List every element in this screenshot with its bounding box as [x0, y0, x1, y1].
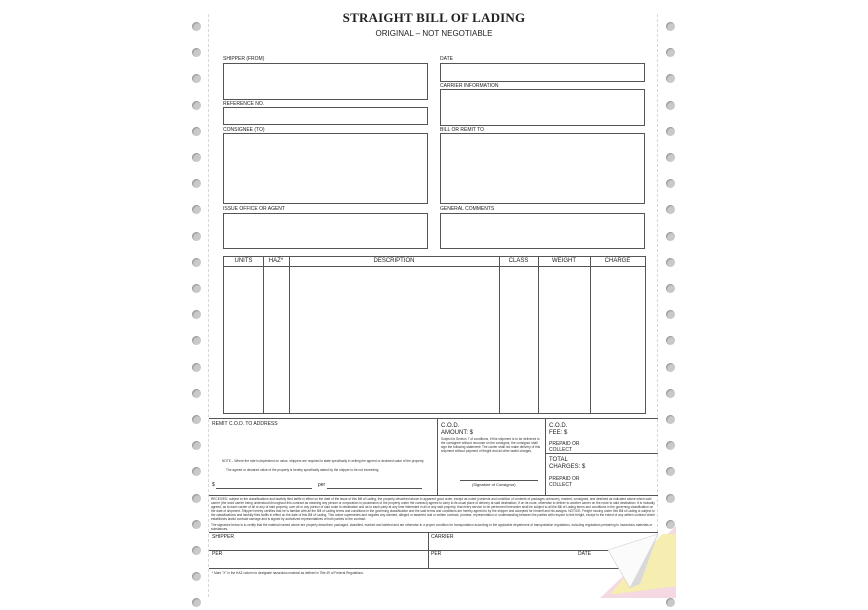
col-class: CLASS	[499, 257, 538, 267]
note-value-text-2: The agreed or declared value of the property is hereby specifically stated by the shipper to be not exceeding	[226, 468, 379, 472]
multipart-copy-corner	[600, 526, 680, 598]
issue-office-field[interactable]	[223, 213, 428, 249]
reference-field[interactable]	[223, 107, 428, 125]
feed-hole	[666, 389, 675, 398]
col-charge: CHARGE	[590, 257, 645, 267]
date-field[interactable]	[440, 63, 645, 82]
col-haz: HAZ*	[263, 257, 289, 267]
feed-hole	[192, 363, 201, 372]
divider	[209, 495, 658, 496]
dollar-label: $	[212, 482, 215, 488]
total-label-1: TOTAL	[549, 457, 568, 463]
feed-hole	[666, 336, 675, 345]
feed-hole	[192, 101, 201, 110]
feed-hole	[192, 205, 201, 214]
shipper-sign-label: SHIPPER	[212, 534, 234, 540]
prepaid-label-1: PREPAID OR	[549, 441, 580, 447]
cod-fee-label-1: C.O.D.	[549, 423, 568, 429]
feed-hole	[666, 467, 675, 476]
shipper-per-label: PER	[212, 551, 223, 557]
reference-label: REFERENCE NO.	[223, 101, 265, 107]
feed-hole	[666, 494, 675, 503]
feed-hole	[192, 336, 201, 345]
carrier-per-label: PER	[431, 551, 442, 557]
consignee-label: CONSIGNEE (TO)	[223, 127, 265, 133]
remit-cod-label: REMIT C.O.D. TO ADDRESS	[212, 421, 278, 427]
cod-fee-label-2: FEE: $	[549, 430, 568, 436]
feed-hole	[192, 74, 201, 83]
divider	[437, 418, 438, 495]
feed-hole	[666, 101, 675, 110]
feed-hole	[666, 74, 675, 83]
feed-hole	[666, 179, 675, 188]
general-comments-label: GENERAL COMMENTS	[440, 206, 495, 212]
col-divider	[263, 257, 264, 413]
form-subtitle: ORIGINAL – NOT NEGOTIABLE	[375, 29, 493, 38]
per-label: per	[318, 482, 326, 488]
feed-hole	[666, 48, 675, 57]
feed-hole	[666, 258, 675, 267]
collect-label-2: COLLECT	[549, 482, 573, 488]
col-divider	[499, 257, 500, 413]
divider	[545, 453, 658, 454]
feed-hole	[192, 310, 201, 319]
consignor-sig-line[interactable]	[460, 480, 538, 481]
feed-hole	[666, 205, 675, 214]
col-units: UNITS	[224, 257, 263, 267]
feed-hole	[192, 232, 201, 241]
carrier-date-label: DATE	[578, 551, 591, 557]
shipper-label: SHIPPER (FROM)	[223, 56, 265, 62]
feed-hole	[192, 179, 201, 188]
carrier-info-field[interactable]	[440, 89, 645, 126]
feed-hole	[666, 598, 675, 607]
shipper-field[interactable]	[223, 63, 428, 100]
feed-hole	[192, 441, 201, 450]
feed-hole	[192, 467, 201, 476]
consignor-sig-label: (Signature of Consignor)	[472, 482, 516, 487]
issue-office-label: ISSUE OFFICE OR AGENT	[223, 206, 285, 212]
feed-hole	[192, 389, 201, 398]
feed-hole	[192, 258, 201, 267]
divider	[545, 418, 546, 495]
col-divider	[590, 257, 591, 413]
feed-hole	[192, 546, 201, 555]
feed-hole	[192, 572, 201, 581]
bill-or-remit-field[interactable]	[440, 133, 645, 204]
feed-hole	[192, 127, 201, 136]
col-divider	[538, 257, 539, 413]
feed-hole	[192, 284, 201, 293]
feed-hole	[666, 153, 675, 162]
general-comments-field[interactable]	[440, 213, 645, 249]
col-description: DESCRIPTION	[289, 257, 499, 267]
feed-hole	[192, 153, 201, 162]
col-divider	[289, 257, 290, 413]
bill-or-remit-label: BILL OR REMIT TO	[440, 127, 484, 133]
divider	[209, 568, 658, 569]
prepaid-label-2: PREPAID OR	[549, 476, 580, 482]
feed-hole	[192, 494, 201, 503]
feed-hole	[666, 284, 675, 293]
feed-hole	[666, 415, 675, 424]
signature-cert-text: The signature below is to certify that the material named above are properly described, packaged, classified, marked and labeled and are otherwise in a proper condition for transportation according to the applicable department of transportation regulations, including regulations pertaining to hazardous materials or substances.	[211, 523, 653, 531]
per-line[interactable]	[327, 488, 422, 489]
cod-amount-label-1: C.O.D.	[441, 423, 460, 429]
haz-footnote: * Mark "X" in the HAZ column to designate hazardous material as defined in Title 49 of Federal Regulations.	[212, 571, 364, 575]
consignee-field[interactable]	[223, 133, 428, 204]
carrier-info-label: CARRIER INFORMATION	[440, 83, 499, 89]
form-title: STRAIGHT BILL OF LADING	[342, 10, 526, 25]
collect-label-1: COLLECT	[549, 447, 573, 453]
feed-hole	[666, 441, 675, 450]
cod-amount-label-2: AMOUNT: $	[441, 430, 474, 436]
carrier-sign-label: CARRIER	[431, 534, 454, 540]
received-terms-text: RECEIVED, subject to the classifications and lawfully filed tariffs in effect on the date of the issue of this Bill of Lading, the property described above in apparent good order, except as noted (contents and condition of contents of packages unknown), marked, consigned, and destined as indicated above which said carrier (the word carrier being understood throughout this contract as meaning any person or corporation in possession of the property under the contract) agrees to carry to its usual place of delivery at said destination, if on its route, otherwise to deliver to another carrier on the route to said destination. It is mutually agreed, as to each carrier of all or any of said property, over all or any portion of said route to destination and as to each party at any time interested in all or any said property, that every service to be performed hereunder shall be subject to all the Bill of Lading terms and conditions in the governing classification on the date of shipment. Shipper hereby certifies that he is familiar with all the Bill of Lading terms and conditions in the governing classification and the said terms and conditions are hereby agreed to by the shipper and accepted for himself and his assigns. NOTICE: Freight moving under this Bill of Lading is subject to the classifications and lawfully filed tariffs in effect on the date of this Bill of Lading. This notice supersedes and negates any claimed, alleged or asserted oral or written contract, promise, representation or understanding between the parties with respect to this freight, except to the extent of any written contract which establishes lawful contract carriage and is signed by authorized representatives of both parties to the contract.	[211, 497, 655, 521]
date-label: DATE	[440, 56, 453, 62]
feed-hole	[666, 232, 675, 241]
feed-hole	[666, 127, 675, 136]
feed-hole	[666, 363, 675, 372]
col-weight: WEIGHT	[538, 257, 590, 267]
feed-hole	[192, 415, 201, 424]
section7-text: Subject to Section 7 of conditions, if this shipment is to be delivered to the consignee without recourse on the consignor, the consignor shall sign the following statement: The carrier shall not make delivery of this shipment without payment of freight and all other lawful charges.	[441, 437, 541, 453]
note-value-text: NOTE – Where the rate is dependent on value, shippers are required to state specifically in writing the agreed or declared value of the property.	[222, 459, 425, 463]
items-table	[223, 256, 646, 414]
feed-hole	[192, 48, 201, 57]
feed-hole	[192, 520, 201, 529]
divider	[209, 532, 658, 533]
declared-value-line[interactable]	[216, 488, 312, 489]
feed-hole	[192, 598, 201, 607]
feed-hole	[666, 310, 675, 319]
total-label-2: CHARGES: $	[549, 464, 586, 470]
